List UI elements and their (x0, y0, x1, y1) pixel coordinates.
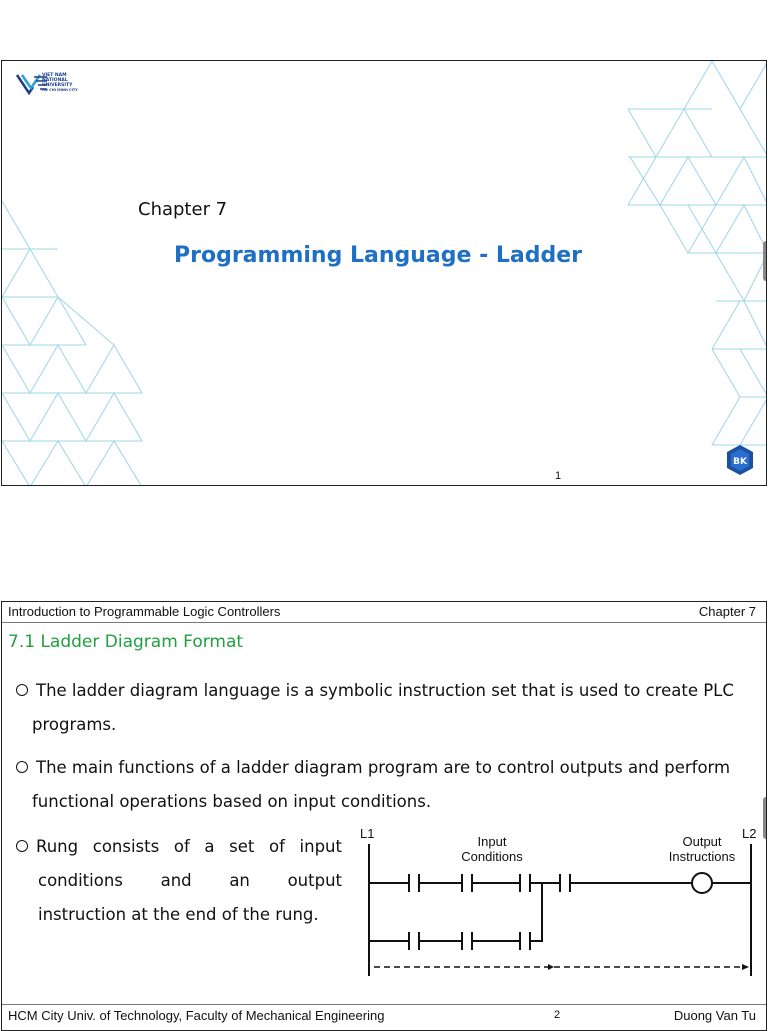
bullet-text: The main functions of a ladder diagram program are to control outputs and perform (36, 758, 731, 777)
slide-title: Programming Language - Ladder (174, 243, 583, 268)
arrow-head-icon (742, 964, 749, 970)
bullet-text: functional operations based on input conditions. (32, 792, 432, 811)
bk-logo (724, 444, 756, 480)
logo-line: NATIONAL (42, 78, 68, 83)
label-line: Input (477, 834, 507, 849)
scroll-handle (763, 797, 767, 839)
bk-logo-text: BK (733, 457, 747, 467)
bullet-circle-icon (16, 684, 28, 696)
bullet-item (16, 674, 756, 742)
logo-line: UNIVERSITY (42, 83, 73, 88)
bullet-text: Rung consists of a set of input (36, 837, 342, 856)
output-coil-icon (692, 873, 712, 893)
label-line: Conditions (461, 849, 523, 864)
section-title: 7.1 Ladder Diagram Format (8, 632, 244, 652)
bullet-text: instruction at the end of the rung. (38, 905, 319, 924)
rung-2 (369, 883, 542, 950)
bullet-item (16, 830, 342, 932)
rail-label-l1: L1 (360, 826, 375, 841)
header-chapter: Chapter 7 (698, 604, 756, 619)
content-slide (1, 601, 767, 1031)
bullet-text: programs. (32, 715, 117, 734)
bk-logo-icon (724, 444, 756, 476)
footer-divider (2, 1004, 767, 1005)
title-slide (1, 60, 767, 486)
triangle-pattern (2, 61, 767, 486)
bullet-text: conditions and an output (38, 871, 342, 890)
bullet-circle-icon (16, 761, 28, 773)
label-line: Instructions (668, 849, 736, 864)
rail-label-l2: L2 (742, 826, 757, 841)
scroll-handle (763, 241, 767, 281)
footer-institution: HCM City Univ. of Technology, Faculty of Mechanical Engineering (8, 1008, 385, 1023)
bullet-item (16, 751, 756, 819)
header-divider (2, 622, 767, 623)
bullet-circle-icon (16, 840, 28, 852)
logo-line: VIET NAM (42, 73, 67, 78)
label-line: Output (682, 834, 722, 849)
ladder-rungs (352, 824, 762, 984)
arrow-head-icon (548, 964, 554, 970)
page-number: 1 (555, 470, 562, 482)
footer-author: Duong Van Tu (673, 1008, 756, 1023)
university-logo (16, 73, 78, 99)
page-number: 2 (554, 1009, 561, 1021)
logo-line: HO CHI MINH CITY (42, 88, 78, 92)
ladder-diagram (352, 824, 762, 984)
chapter-label: Chapter 7 (138, 199, 228, 220)
bullet-text: The ladder diagram language is a symbolic instruction set that is used to create PLC (36, 681, 734, 700)
header-course: Introduction to Programmable Logic Controllers (8, 604, 281, 619)
